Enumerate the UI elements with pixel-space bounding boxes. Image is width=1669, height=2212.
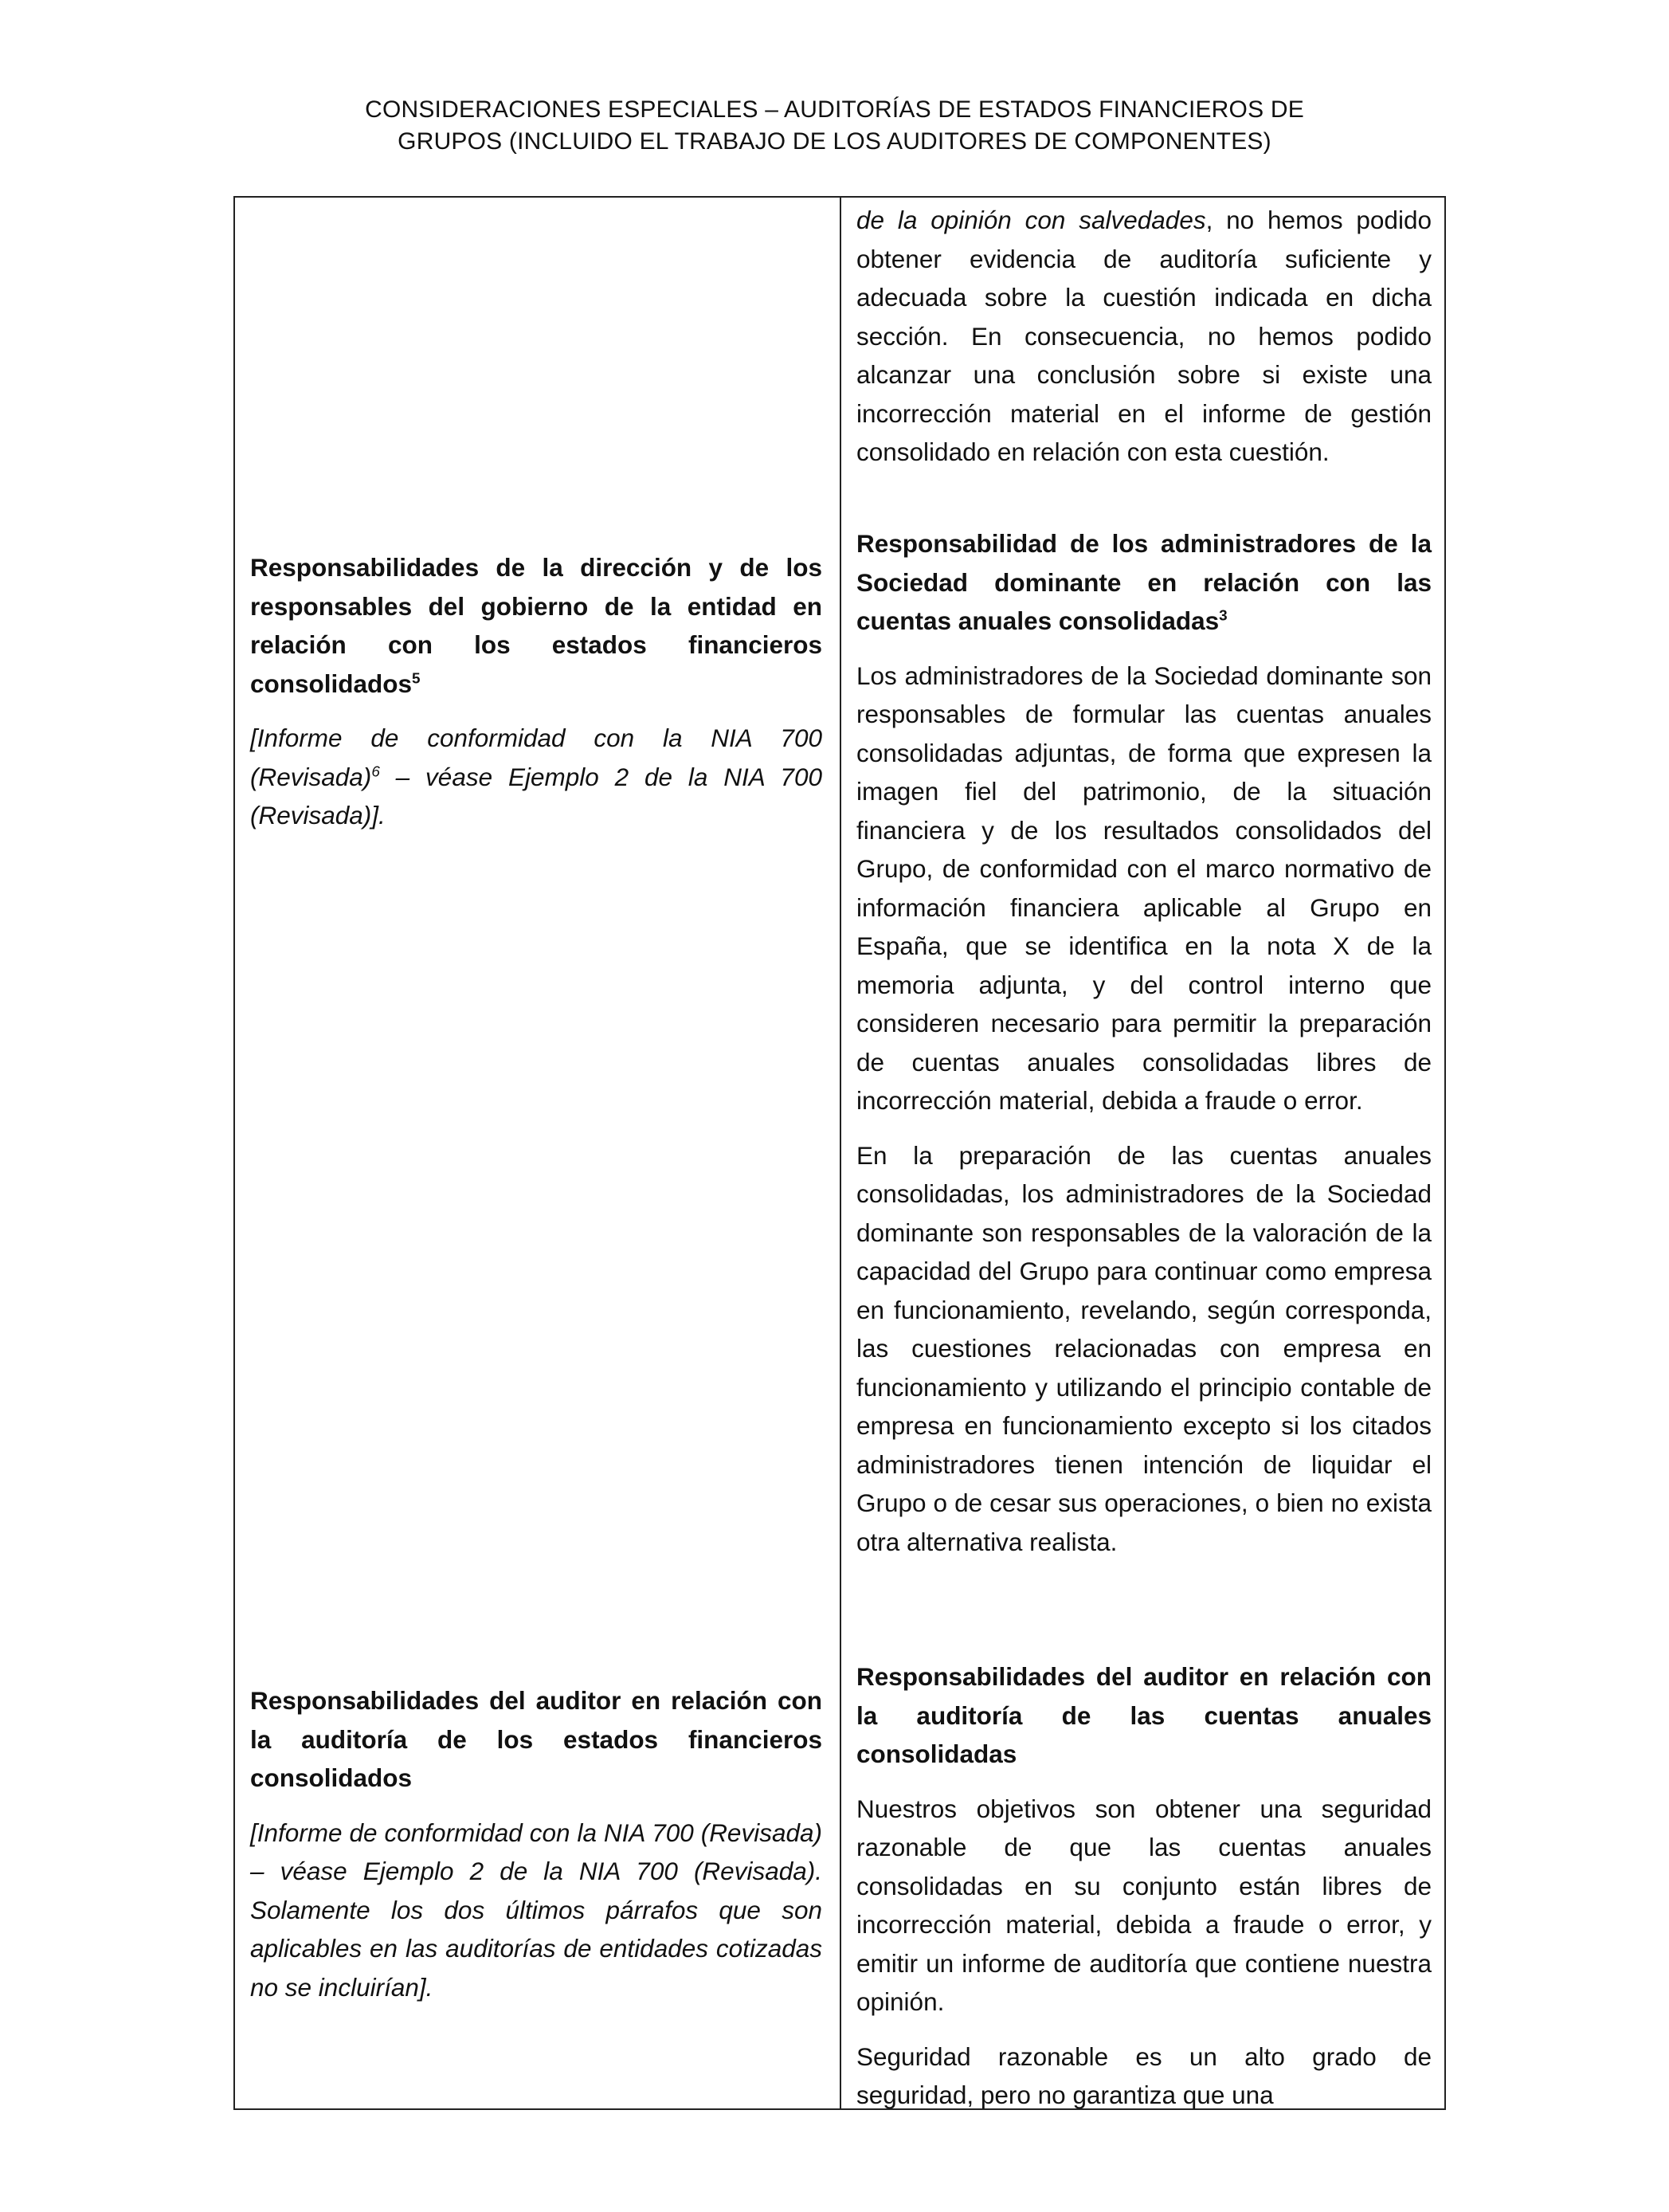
right-section2-heading: Responsabilidades del auditor en relación con la auditoría de las cuentas anuales consolidadas [856, 1662, 1432, 1768]
left-section1-note-a: [Informe de conformidad con la NIA 700 (Revisada) [250, 724, 822, 791]
intro-italic-phrase: de la opinión con salvedades [856, 206, 1206, 234]
right-section-auditor-responsibilities [856, 1657, 1432, 2115]
intro-text: , no hemos podido obtener evidencia de auditoría suficiente y adecuada sobre la cuestión indicada en dicha sección. En consecuencia, no hemos podido alcanzar una conclusión sobre si existe una incorrección material en el informe de gestión consolidado en relación con esta cuestión. [856, 206, 1432, 466]
right-section1-heading: Responsabilidad de los administradores de la Sociedad dominante en relación con las cuentas anuales consolidadas [856, 529, 1432, 635]
page-header [0, 94, 1669, 158]
header-line-2: GRUPOS (INCLUIDO EL TRABAJO DE LOS AUDITORES DE COMPONENTES) [398, 128, 1271, 155]
left-section1-heading: Responsabilidades de la dirección y de los responsables del gobierno de la entidad en relación con los estados financieros consolidados [250, 553, 822, 698]
right-intro-paragraph [856, 201, 1432, 472]
right-section-administrators-responsibility [856, 524, 1432, 1561]
left-section1-note-b: – véase Ejemplo 2 de la NIA 700 (Revisada)]. [250, 762, 822, 830]
header-line-1: CONSIDERACIONES ESPECIALES – AUDITORÍAS DE ESTADOS FINANCIEROS DE [365, 96, 1304, 123]
right-section2-paragraph-1: Nuestros objetivos son obtener una seguridad razonable de que las cuentas anuales consolidadas en su conjunto están libres de incorrección material, debida a fraude o error, y emitir un informe de auditoría que contiene nuestra opinión. [856, 1794, 1432, 2016]
right-section1-paragraph-1: Los administradores de la Sociedad dominante son responsables de formular las cuentas anuales consolidadas adjuntas, de forma que expresen la imagen fiel del patrimonio, de la situación financiera y de los resultados consolidados del Grupo, de conformidad con el marco normativo de información financiera aplicable al Grupo en España, que se identifica en la nota X de la memoria adjunta, y del control interno que consideren necesario para permitir la preparación de cuentas anuales consolidadas libres de incorrección material, debida a fraude o error. [856, 661, 1432, 1115]
right-section1-paragraph-2: En la preparación de las cuentas anuales consolidadas, los administradores de la Sociedad dominante son responsables de la valoración de la capacidad del Grupo para continuar como empresa en funcionamiento, revelando, según corresponda, las cuestiones relacionadas con empresa en funcionamiento y utilizando el principio contable de empresa en funcionamiento excepto si los citados administradores tienen intención de liquidar el Grupo o de cesar sus operaciones, o bien no exista otra alternativa realista. [856, 1140, 1432, 1556]
report-table [233, 196, 1446, 2110]
left-section2-note: [Informe de conformidad con la NIA 700 (Revisada) – véase Ejemplo 2 de la NIA 700 (Revisada). Solamente los dos últimos párrafos que son aplicables en las auditorías de entidades cotizadas no se incluirían]. [250, 1818, 822, 2002]
footnote-ref: 3 [1219, 607, 1228, 625]
footnote-ref: 6 [371, 763, 380, 780]
left-section-auditor-responsibilities [250, 1681, 822, 2006]
right-section2-paragraph-2: Seguridad razonable es un alto grado de seguridad, pero no garantiza que una [856, 2041, 1432, 2109]
left-section-management-responsibilities [250, 548, 822, 835]
column-divider [840, 198, 841, 2108]
footnote-ref: 5 [412, 670, 421, 687]
left-section2-heading: Responsabilidades del auditor en relación con la auditoría de los estados financieros consolidados [250, 1686, 822, 1792]
